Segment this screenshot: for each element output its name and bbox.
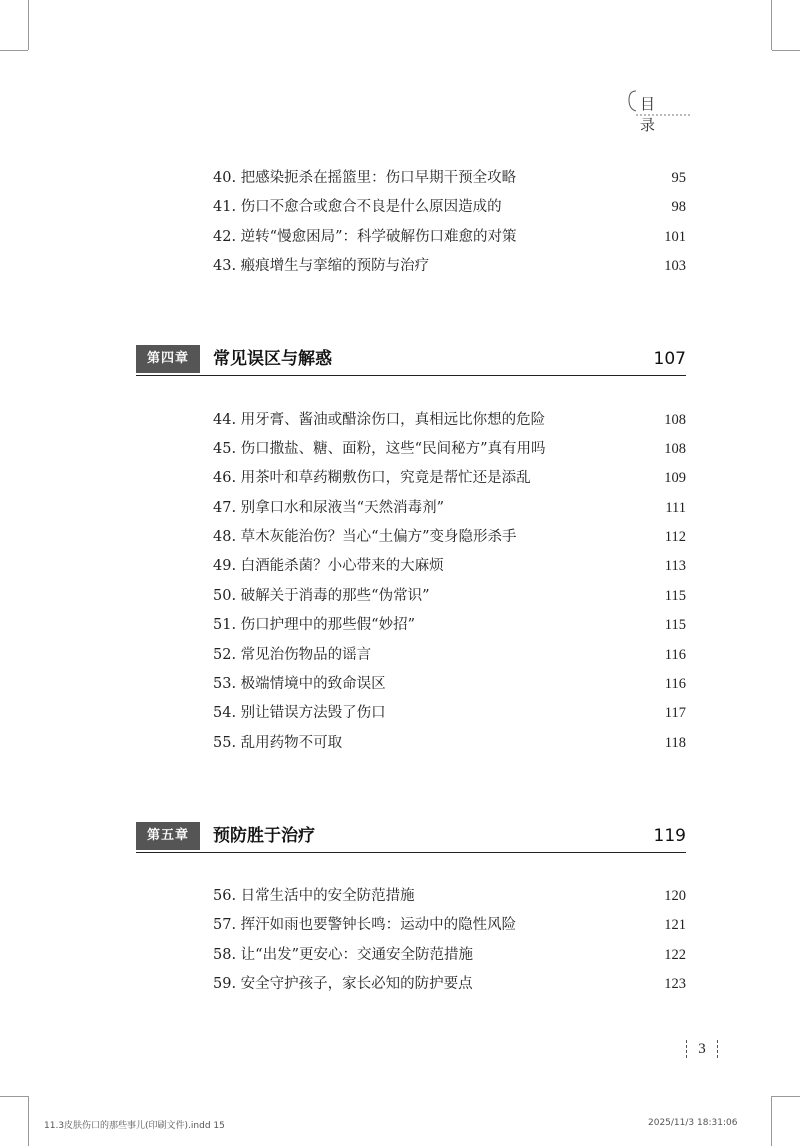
page-number-divider (717, 1040, 718, 1058)
toc-entry-title: 57. 挥汗如雨也要警钟长鸣：运动中的隐性风险 (213, 917, 517, 933)
page-number (682, 1038, 722, 1060)
crop-mark (771, 1096, 772, 1146)
crop-mark (771, 0, 772, 50)
toc-entry[interactable] (213, 254, 686, 278)
toc-entry[interactable] (213, 884, 686, 908)
chapter-heading[interactable] (136, 822, 686, 853)
toc-entry-title: 42. 逆转“慢愈困局”：科学破解伤口难愈的对策 (213, 229, 517, 245)
toc-entry-page: 95 (671, 170, 686, 186)
toc-entry-title: 40. 把感染扼杀在摇篮里：伤口早期干预全攻略 (213, 170, 517, 186)
toc-entry-page: 108 (664, 441, 686, 457)
toc-entry-page: 98 (671, 199, 686, 215)
toc-entry-page: 121 (664, 917, 686, 933)
toc-entry[interactable] (213, 731, 686, 755)
crop-mark (772, 1096, 800, 1097)
toc-entry-title: 51. 伤口护理中的那些假“妙招” (213, 617, 415, 633)
toc-entry-page: 109 (664, 470, 686, 486)
page-number-divider (686, 1040, 687, 1058)
crop-mark (0, 50, 28, 51)
crop-mark (28, 0, 29, 50)
toc-entry[interactable] (213, 613, 686, 637)
toc-entry[interactable] (213, 943, 686, 967)
toc-entry[interactable] (213, 408, 686, 432)
toc-entry[interactable] (213, 701, 686, 725)
toc-entry[interactable] (213, 913, 686, 937)
toc-entry[interactable] (213, 584, 686, 608)
section-label: 目 录 (640, 95, 664, 134)
toc-entry-title: 53. 极端情境中的致命误区 (213, 676, 386, 692)
toc-entry-title: 54. 别让错误方法毁了伤口 (213, 705, 386, 721)
toc-entry-page: 122 (664, 947, 686, 963)
page-number-value: 3 (698, 1041, 706, 1057)
chapter-page: 119 (653, 826, 686, 846)
toc-entry-page: 116 (664, 647, 686, 663)
toc-entry-page: 118 (664, 735, 686, 751)
chapter-heading[interactable] (136, 345, 686, 376)
toc-entry-title: 47. 别拿口水和尿液当“天然消毒剂” (213, 500, 444, 516)
crop-mark (0, 1096, 28, 1097)
toc-entry[interactable] (213, 643, 686, 667)
chapter-badge: 第五章 (136, 822, 200, 850)
toc-entry-title: 44. 用牙膏、酱油或醋涂伤口，真相远比你想的危险 (213, 412, 546, 428)
toc-entry-page: 117 (664, 705, 686, 721)
crop-mark (28, 1096, 29, 1146)
toc-entry-title: 55. 乱用药物不可取 (213, 735, 343, 751)
toc-entry-page: 101 (664, 229, 686, 245)
chapter-title: 预防胜于治疗 (213, 826, 315, 846)
toc-entry-title: 49. 白酒能杀菌？小心带来的大麻烦 (213, 558, 444, 574)
toc-entry-page: 103 (664, 258, 686, 274)
toc-entry[interactable] (213, 166, 686, 190)
chapter-badge: 第四章 (136, 345, 200, 373)
toc-entry-page: 113 (664, 558, 686, 574)
toc-entry-page: 112 (664, 529, 686, 545)
toc-entry[interactable] (213, 554, 686, 578)
toc-entry-title: 41. 伤口不愈合或愈合不良是什么原因造成的 (213, 199, 502, 215)
toc-entry[interactable] (213, 672, 686, 696)
toc-entry-page: 123 (664, 976, 686, 992)
toc-entry-page: 108 (664, 412, 686, 428)
toc-entry-title: 46. 用茶叶和草药糊敷伤口，究竟是帮忙还是添乱 (213, 470, 531, 486)
print-footer-left: 11.3皮肤伤口的那些事儿(印刷文件).indd 15 (44, 1121, 225, 1131)
toc-entry-title: 50. 破解关于消毒的那些“伪常识” (213, 588, 430, 604)
toc-entry-title: 43. 瘢痕增生与挛缩的预防与治疗 (213, 258, 430, 274)
toc-entry-page: 120 (664, 888, 686, 904)
toc-entry-title: 59. 安全守护孩子，家长必知的防护要点 (213, 976, 473, 992)
chapter-page: 107 (653, 349, 686, 369)
toc-entry-title: 56. 日常生活中的安全防范措施 (213, 888, 415, 904)
chapter-title: 常见误区与解惑 (213, 349, 332, 369)
toc-entry[interactable] (213, 466, 686, 490)
toc-entry-page: 116 (664, 676, 686, 692)
crop-mark (772, 50, 800, 51)
toc-entry[interactable] (213, 195, 686, 219)
toc-entry[interactable] (213, 496, 686, 520)
toc-entry-page: 115 (664, 617, 686, 633)
toc-entry-title: 58. 让“出发”更安心：交通安全防范措施 (213, 947, 473, 963)
toc-entry[interactable] (213, 225, 686, 249)
section-header (626, 88, 686, 134)
toc-entry[interactable] (213, 437, 686, 461)
toc-entry-page: 111 (665, 500, 686, 516)
toc-entry-title: 45. 伤口撒盐、糖、面粉，这些“民间秘方”真有用吗 (213, 441, 546, 457)
toc-entry[interactable] (213, 525, 686, 549)
toc-entry[interactable] (213, 972, 686, 996)
toc-entry-title: 52. 常见治伤物品的谣言 (213, 647, 372, 663)
toc-entry-page: 115 (664, 588, 686, 604)
toc-entry-title: 48. 草木灰能治伤？当心“土偏方”变身隐形杀手 (213, 529, 517, 545)
print-footer-right: 2025/11/3 18:31:06 (648, 1118, 738, 1128)
